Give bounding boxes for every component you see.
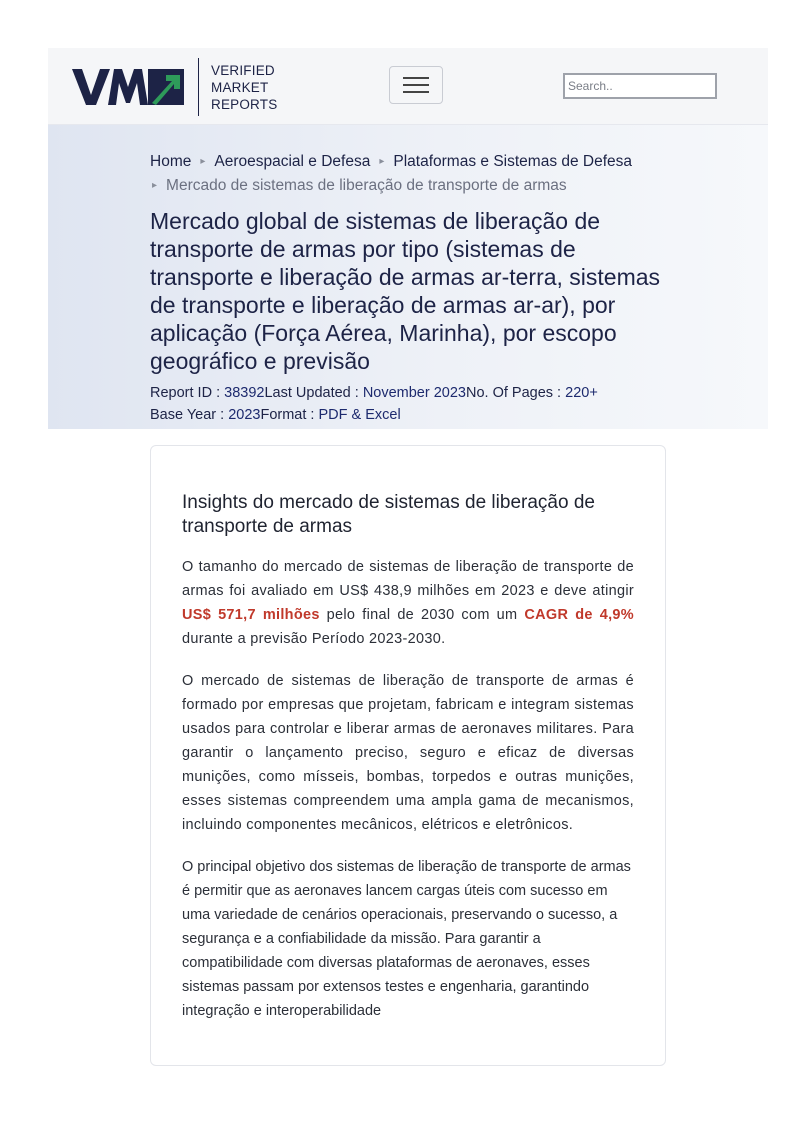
search-input[interactable] (563, 73, 717, 99)
insights-card (150, 445, 666, 1066)
page (48, 48, 768, 1019)
brand-line-3: REPORTS (211, 96, 278, 112)
base-year-value: 2023 (228, 407, 261, 423)
breadcrumb-chevron-icon: ▸ (152, 180, 158, 191)
report-meta (150, 382, 598, 426)
hamburger-icon (403, 75, 429, 95)
report-id-label: Report ID : (150, 385, 225, 401)
breadcrumb-defense-platforms[interactable]: Plataformas e Sistemas de Defesa (393, 153, 633, 170)
breadcrumb-home[interactable]: Home (150, 153, 192, 170)
logo-divider (198, 58, 199, 116)
pages-value: 220+ (565, 385, 598, 401)
cagr-highlight: CAGR de 4,9% (524, 607, 634, 623)
breadcrumb-chevron-icon: ▸ (379, 156, 385, 167)
format-value: PDF & Excel (318, 407, 401, 423)
brand-logo[interactable] (72, 57, 277, 117)
navbar (48, 48, 768, 125)
insights-paragraph-3: O principal objetivo dos sistemas de liberação de transporte de armas é permitir que as aeronaves lancem cargas úteis com sucesso em uma variedade de cenários operacionais, preservando o sucesso, a segurança e a confiabilidade da missão. Para garantir a compatibilidade com diversas plataformas de aeronaves, esses sistemas passam por extensos testes e engenharia, garantindo integração e interoperabilidade (182, 859, 631, 1019)
pages-label: No. Of Pages : (465, 385, 566, 401)
breadcrumb-chevron-icon: ▸ (200, 156, 206, 167)
brand-line-1: VERIFIED (211, 62, 275, 78)
report-id-value: 38392 (224, 385, 265, 401)
brand-line-2: MARKET (211, 79, 269, 95)
insights-paragraph-1 (182, 555, 634, 651)
insights-heading: Insights do mercado de sistemas de liberação de transporte de armas (182, 492, 595, 537)
insights-p1-text-b: pelo final de 2030 com um (319, 607, 525, 623)
brand-wordmark (211, 62, 277, 113)
last-updated-label: Last Updated : (264, 385, 363, 401)
vmr-logo-icon (72, 67, 184, 107)
breadcrumb-current: Mercado de sistemas de liberação de transporte de armas (166, 177, 567, 194)
base-year-label: Base Year : (150, 407, 229, 423)
report-hero (48, 125, 768, 429)
insights-p1-text-a: O tamanho do mercado de sistemas de liberação de transporte de armas foi avaliado em US$ 438,9 milhões em 2023 e deve atingir (182, 559, 634, 599)
page-title: Mercado global de sistemas de liberação de transporte de armas por tipo (sistemas de transporte e liberação de armas ar-terra, sistemas de transporte e liberação de armas ar-ar), por aplicação (Força Aérea, Marinha), por escopo geográfico e previsão (150, 208, 661, 374)
breadcrumb-aerospace[interactable]: Aeroespacial e Defesa (214, 153, 371, 170)
market-size-highlight: US$ 571,7 milhões (182, 607, 320, 623)
insights-p1-text-c: durante a previsão Período 2023-2030. (182, 631, 446, 647)
last-updated-value: November 2023 (362, 385, 466, 401)
breadcrumb (150, 150, 670, 198)
menu-toggle-button[interactable] (389, 66, 443, 104)
format-label: Format : (260, 407, 319, 423)
insights-paragraph-2: O mercado de sistemas de liberação de transporte de armas é formado por empresas que projetam, fabricam e integram sistemas usados para controlar e liberar armas de aeronaves militares. Para garantir o lançamento preciso, seguro e eficaz de diversas munições, como mísseis, bombas, torpedos e outras munições, esses sistemas compreendem uma ampla gama de mecanismos, incluindo componentes mecânicos, elétricos e eletrônicos. (182, 673, 634, 833)
